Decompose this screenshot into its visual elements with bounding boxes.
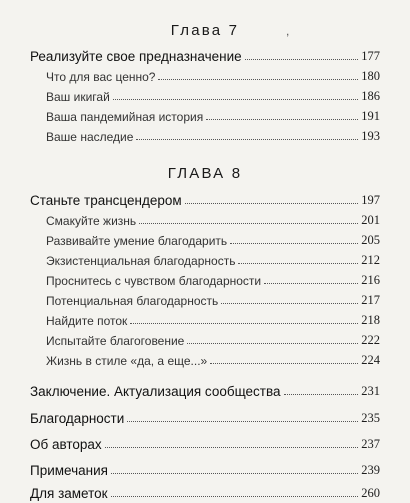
entry-page-number: 237 [361,437,380,451]
entry-title: Найдите поток [46,314,128,328]
toc-entry[interactable] [0,66,410,84]
dot-leader [245,58,359,60]
toc-entry[interactable] [0,408,410,426]
entry-title: Испытайте благоговение [46,334,185,348]
dot-leader [111,472,358,474]
entry-page-number: 191 [361,109,380,123]
entry-title: Благодарности [30,411,125,426]
chapter-7-heading: Глава 7 [170,22,240,39]
toc-entry[interactable] [0,381,410,399]
toc-entry[interactable] [0,250,410,268]
dot-leader [127,420,358,422]
entry-page-number: 177 [361,49,380,63]
dot-leader [158,78,358,80]
toc-entry[interactable] [0,350,410,368]
entry-title: Развивайте умение благодарить [46,234,228,248]
stray-comma-mark: , [286,24,290,38]
entry-title: Ваше наследие [46,130,134,144]
entry-title: Ваша пандемийная история [46,110,204,124]
dot-leader [113,98,358,100]
toc-entry[interactable] [0,46,410,64]
entry-page-number: 218 [361,313,380,327]
entry-page-number: 224 [361,353,380,367]
dot-leader [284,393,359,395]
dot-leader [139,222,358,224]
entry-page-number: 216 [361,273,380,287]
toc-entry[interactable] [0,434,410,452]
entry-title: Реализуйте свое предназначение [30,49,242,64]
entry-title: Жизнь в стиле «да, а еще...» [46,354,208,368]
entry-title: Заключение. Актуализация сообщества [30,384,281,399]
entry-title: Что для вас ценно? [46,70,156,84]
dot-leader [187,342,358,344]
entry-page-number: 197 [361,193,380,207]
dot-leader [130,322,358,324]
entry-page-number: 239 [361,463,380,477]
toc-entry[interactable] [0,106,410,124]
entry-title: Примечания [30,463,108,478]
toc-entry[interactable] [0,290,410,308]
entry-page-number: 201 [361,213,380,227]
dot-leader [264,282,358,284]
entry-page-number: 235 [361,411,380,425]
toc-entry[interactable] [0,230,410,248]
toc-entry[interactable] [0,126,410,144]
dot-leader [185,202,359,204]
entry-page-number: 217 [361,293,380,307]
toc-entry[interactable] [0,310,410,328]
entry-title: Экзистенциальная благодарность [46,254,236,268]
entry-page-number: 205 [361,233,380,247]
toc-entry[interactable] [0,86,410,104]
dot-leader [105,446,359,448]
toc-entry[interactable] [0,270,410,288]
entry-title: Потенциальная благодарность [46,294,219,308]
dot-leader [221,302,358,304]
entry-page-number: 260 [361,486,380,500]
toc-entry[interactable] [0,483,410,501]
toc-entry[interactable] [0,190,410,208]
entry-page-number: 180 [361,69,380,83]
dot-leader [238,262,358,264]
entry-page-number: 186 [361,89,380,103]
toc-entry[interactable] [0,460,410,478]
entry-page-number: 193 [361,129,380,143]
entry-title: Станьте трансцендером [30,193,182,208]
entry-title: Проснитесь с чувством благодарности [46,274,262,288]
entry-title: Об авторах [30,437,102,452]
entry-title: Ваш икигай [46,90,110,104]
entry-title: Для заметок [30,486,108,501]
entry-page-number: 222 [361,333,380,347]
dot-leader [230,242,358,244]
chapter-8-heading: ГЛАВА 8 [167,165,243,182]
entry-page-number: 231 [361,384,380,398]
dot-leader [136,138,358,140]
entry-title: Смакуйте жизнь [46,214,137,228]
entry-page-number: 212 [361,253,380,267]
dot-leader [210,362,358,364]
toc-entry[interactable] [0,210,410,228]
toc-entry[interactable] [0,330,410,348]
dot-leader [111,495,359,497]
dot-leader [206,118,358,120]
